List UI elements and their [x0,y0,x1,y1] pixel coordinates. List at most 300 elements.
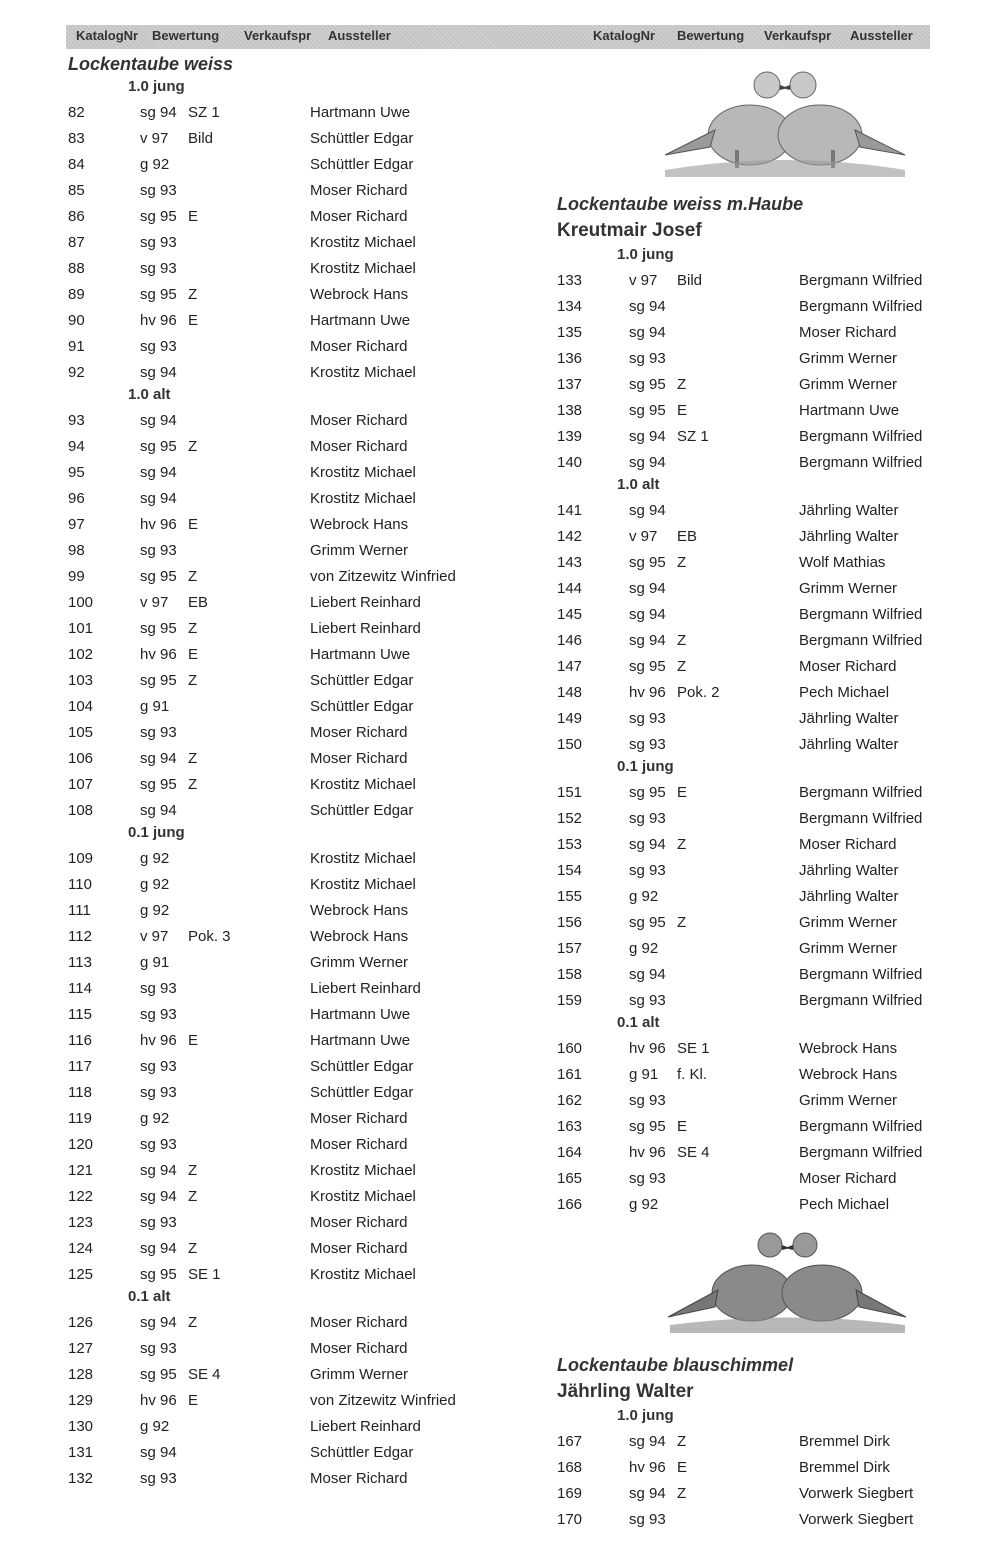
catalog-number: 85 [68,182,85,199]
catalog-number: 119 [68,1110,92,1127]
rating: hv 96 [140,1032,177,1049]
header-aussteller-right: Aussteller [850,28,913,43]
exhibitor-name: Bergmann Wilfried [799,632,923,649]
catalog-row [68,1184,508,1210]
award: E [188,516,199,533]
award: E [677,1118,688,1135]
rating: sg 93 [629,1170,666,1187]
catalog-row [68,1054,508,1080]
catalog-row [557,910,957,936]
exhibitor-name: Bergmann Wilfried [799,606,923,623]
catalog-row [68,1106,508,1132]
award: Z [188,1314,198,1331]
catalog-row [557,424,957,450]
exhibitor-name: Moser Richard [799,324,897,341]
catalog-number: 163 [557,1118,583,1135]
catalog-number: 97 [68,516,85,533]
rating: hv 96 [629,1459,666,1476]
catalog-number: 170 [557,1511,583,1528]
rating: sg 93 [140,234,177,251]
catalog-number: 137 [557,376,583,393]
exhibitor-name: Moser Richard [310,412,408,429]
header-verkaufspr-right: Verkaufspr [764,28,832,43]
exhibitor-name: Moser Richard [310,1240,408,1257]
exhibitor-name: Pech Michael [799,684,890,701]
catalog-number: 121 [68,1162,94,1179]
catalog-row [68,126,508,152]
exhibitor-name: Grimm Werner [799,350,898,367]
exhibitor-name: Webrock Hans [310,516,409,533]
catalog-row [557,498,957,524]
exhibitor-name: Moser Richard [799,836,897,853]
exhibitor-name: Grimm Werner [310,1366,409,1383]
catalog-row [68,256,508,282]
exhibitor-name: Schüttler Edgar [310,802,414,819]
catalog-row [557,1036,957,1062]
rating: sg 94 [140,1162,177,1179]
exhibitor-name: Liebert Reinhard [310,980,421,997]
rating: sg 94 [140,464,177,481]
breeder-name: Kreutmair Josef [557,220,702,241]
catalog-row [68,512,508,538]
catalog-row [68,1028,508,1054]
exhibitor-name: Hartmann Uwe [310,1006,411,1023]
award: Z [188,1188,198,1205]
award: Z [677,658,687,675]
pigeon-right-icon [778,72,905,168]
catalog-number: 166 [557,1196,583,1213]
catalog-row [557,806,957,832]
catalog-row [68,924,508,950]
exhibitor-name: Schüttler Edgar [310,1084,414,1101]
catalog-number: 120 [68,1136,94,1153]
award: Bild [677,272,703,289]
exhibitor-name: Bergmann Wilfried [799,784,923,801]
rating: sg 94 [629,836,666,853]
award: Z [188,750,198,767]
award: Z [677,554,687,571]
rating: sg 95 [140,1366,177,1383]
catalog-row [68,720,508,746]
catalog-number: 86 [68,208,85,225]
catalog-row [68,772,508,798]
exhibitor-name: Jährling Walter [799,862,899,879]
catalog-number: 91 [68,338,85,355]
award: Z [677,836,687,853]
catalog-number: 154 [557,862,583,879]
award: SE 4 [677,1144,710,1161]
rating: g 92 [140,156,170,173]
rating: sg 94 [140,412,177,429]
catalog-row [68,1236,508,1262]
right-catalog-block-2 [557,1355,957,1533]
catalog-row [557,732,957,758]
exhibitor-name: Moser Richard [310,182,408,199]
exhibitor-name: Bergmann Wilfried [799,992,923,1009]
rating: sg 93 [140,338,177,355]
rating: sg 95 [140,776,177,793]
catalog-row [68,1362,508,1388]
award: E [188,1032,199,1049]
rating: sg 95 [140,208,177,225]
exhibitor-name: Liebert Reinhard [310,594,421,611]
catalog-row [557,1455,957,1481]
catalog-row [68,1158,508,1184]
catalog-number: 99 [68,568,85,585]
section-label: 1.0 alt [128,386,171,403]
catalog-number: 87 [68,234,85,251]
award: E [188,646,199,663]
exhibitor-name: Jährling Walter [799,528,899,545]
catalog-row [557,832,957,858]
catalog-row [557,654,957,680]
right-catalog-block-1 [557,194,957,1218]
catalog-number: 122 [68,1188,94,1205]
exhibitor-name: Bremmel Dirk [799,1459,890,1476]
award: Z [188,776,198,793]
rating: v 97 [629,528,658,545]
catalog-row [68,798,508,824]
exhibitor-name: Grimm Werner [310,954,409,971]
catalog-number: 111 [68,902,91,919]
breed-title: Lockentaube blauschimmel [557,1355,794,1375]
rating: sg 95 [140,672,177,689]
award: Z [188,1240,198,1257]
catalog-row [68,616,508,642]
rating: sg 93 [140,1084,177,1101]
catalog-number: 143 [557,554,583,571]
section-label: 1.0 jung [617,1407,674,1424]
catalog-number: 139 [557,428,583,445]
catalog-number: 128 [68,1366,94,1383]
award: Z [188,1162,198,1179]
rating: sg 94 [140,364,177,381]
catalog-row [68,846,508,872]
exhibitor-name: Krostitz Michael [310,876,416,893]
section-label: 0.1 jung [128,824,185,841]
rating: sg 95 [629,376,666,393]
award: SZ 1 [677,428,709,445]
header-bewertung-right: Bewertung [677,28,745,43]
section-label: 0.1 alt [128,1288,171,1305]
exhibitor-name: Schüttler Edgar [310,672,414,689]
catalog-number: 90 [68,312,85,329]
rating: sg 93 [140,1470,177,1487]
award: Z [677,1485,687,1502]
catalog-row [557,706,957,732]
exhibitor-name: Hartmann Uwe [310,646,411,663]
catalog-row [557,372,957,398]
exhibitor-name: Vorwerk Siegbert [799,1485,914,1502]
catalog-number: 88 [68,260,85,277]
exhibitor-name: von Zitzewitz Winfried [310,1392,456,1409]
exhibitor-name: Webrock Hans [310,902,409,919]
catalog-number: 157 [557,940,583,957]
exhibitor-name: Grimm Werner [310,542,409,559]
exhibitor-name: Krostitz Michael [310,234,416,251]
exhibitor-name: Moser Richard [310,438,408,455]
catalog-row [557,680,957,706]
rating: sg 94 [140,104,177,121]
catalog-row [557,1507,957,1533]
rating: sg 93 [629,992,666,1009]
catalog-row [68,1310,508,1336]
rating: sg 93 [140,1006,177,1023]
catalog-number: 117 [68,1058,92,1075]
exhibitor-name: Schüttler Edgar [310,156,414,173]
catalog-row [68,1414,508,1440]
rating: g 91 [140,954,170,971]
rating: sg 93 [629,1092,666,1109]
rating: sg 94 [629,1433,666,1450]
award: E [188,208,199,225]
award: SE 4 [188,1366,221,1383]
catalog-row [557,602,957,628]
catalog-number: 93 [68,412,85,429]
pigeon-left-icon [668,1233,792,1321]
catalog-number: 161 [557,1066,583,1083]
catalog-row [557,1062,957,1088]
catalog-row [68,1002,508,1028]
catalog-row [557,576,957,602]
catalog-number: 135 [557,324,583,341]
catalog-number: 147 [557,658,583,675]
exhibitor-name: Bergmann Wilfried [799,298,923,315]
award: Pok. 3 [188,928,231,945]
catalog-number: 153 [557,836,583,853]
catalog-number: 94 [68,438,85,455]
award: EB [188,594,209,611]
catalog-number: 158 [557,966,583,983]
breeder-name: Jährling Walter [557,1381,694,1402]
exhibitor-name: Wolf Mathias [799,554,886,571]
award: Z [677,632,687,649]
catalog-number: 109 [68,850,94,867]
rating: sg 95 [140,620,177,637]
rating: g 91 [629,1066,659,1083]
rating: sg 93 [140,724,177,741]
catalog-number: 112 [68,928,92,945]
catalog-row [68,334,508,360]
catalog-number: 152 [557,810,583,827]
catalog-row [68,204,508,230]
catalog-number: 133 [557,272,583,289]
catalog-row [557,1088,957,1114]
rating: v 97 [140,928,169,945]
catalog-number: 82 [68,104,85,121]
exhibitor-name: Krostitz Michael [310,1266,416,1283]
exhibitor-name: Bergmann Wilfried [799,1144,923,1161]
catalog-number: 96 [68,490,85,507]
exhibitor-name: Hartmann Uwe [799,402,900,419]
catalog-row [557,346,957,372]
catalog-number: 156 [557,914,583,931]
rating: sg 94 [140,490,177,507]
rating: g 92 [629,1196,659,1213]
catalog-number: 103 [68,672,94,689]
rating: sg 93 [629,810,666,827]
section-label: 0.1 jung [617,758,674,775]
award: E [677,402,688,419]
exhibitor-name: Moser Richard [310,1470,408,1487]
exhibitor-name: Hartmann Uwe [310,104,411,121]
exhibitor-name: von Zitzewitz Winfried [310,568,456,585]
exhibitor-name: Webrock Hans [799,1040,898,1057]
rating: sg 94 [629,966,666,983]
award: Z [188,286,198,303]
catalog-row [68,976,508,1002]
catalog-row [557,936,957,962]
exhibitor-name: Vorwerk Siegbert [799,1511,914,1528]
exhibitor-name: Moser Richard [310,338,408,355]
catalog-row [68,100,508,126]
exhibitor-name: Jährling Walter [799,710,899,727]
exhibitor-name: Bergmann Wilfried [799,272,923,289]
catalog-number: 160 [557,1040,583,1057]
catalog-number: 100 [68,594,94,611]
rating: sg 94 [629,606,666,623]
rating: hv 96 [140,1392,177,1409]
catalog-number: 113 [68,954,92,971]
catalog-row [68,1388,508,1414]
catalog-row [557,320,957,346]
exhibitor-name: Krostitz Michael [310,464,416,481]
catalog-number: 140 [557,454,583,471]
catalog-row [68,590,508,616]
rating: g 92 [140,850,170,867]
rating: sg 94 [629,298,666,315]
catalog-number: 107 [68,776,94,793]
rating: g 92 [140,1110,170,1127]
catalog-number: 115 [68,1006,92,1023]
catalog-number: 144 [557,580,583,597]
catalog-number: 169 [557,1485,583,1502]
rating: hv 96 [629,684,666,701]
catalog-number: 95 [68,464,85,481]
header-bewertung: Bewertung [152,28,220,43]
rating: hv 96 [629,1040,666,1057]
catalog-row [68,872,508,898]
section-label: 1.0 jung [128,78,185,95]
section-label: 1.0 jung [617,246,674,263]
exhibitor-name: Krostitz Michael [310,1188,416,1205]
catalog-row [68,230,508,256]
catalog-number: 84 [68,156,85,173]
rating: sg 95 [629,914,666,931]
exhibitor-name: Moser Richard [310,1110,408,1127]
rating: sg 94 [140,750,177,767]
rating: v 97 [629,272,658,289]
catalog-number: 159 [557,992,583,1009]
catalog-number: 146 [557,632,583,649]
rating: g 91 [140,698,170,715]
rating: hv 96 [140,646,177,663]
catalog-number: 131 [68,1444,94,1461]
catalog-number: 118 [68,1084,92,1101]
catalog-number: 155 [557,888,583,905]
catalog-number: 134 [557,298,583,315]
rating: sg 95 [140,438,177,455]
catalog-row [68,308,508,334]
catalog-number: 165 [557,1170,583,1187]
exhibitor-name: Moser Richard [310,1214,408,1231]
exhibitor-name: Grimm Werner [799,914,898,931]
exhibitor-name: Grimm Werner [799,1092,898,1109]
rating: sg 95 [629,658,666,675]
exhibitor-name: Webrock Hans [310,928,409,945]
catalog-row [68,1132,508,1158]
section-label: 1.0 alt [617,476,660,493]
rating: g 92 [629,940,659,957]
exhibitor-name: Moser Richard [799,658,897,675]
exhibitor-name: Bergmann Wilfried [799,1118,923,1135]
catalog-number: 141 [557,502,583,519]
exhibitor-name: Moser Richard [310,724,408,741]
catalog-row [68,746,508,772]
exhibitor-name: Jährling Walter [799,888,899,905]
catalog-number: 162 [557,1092,583,1109]
header-verkaufspr: Verkaufspr [244,28,312,43]
exhibitor-name: Liebert Reinhard [310,1418,421,1435]
exhibitor-name: Bergmann Wilfried [799,966,923,983]
rating: sg 93 [140,542,177,559]
award: E [188,1392,199,1409]
catalog-row [68,898,508,924]
exhibitor-name: Schüttler Edgar [310,1058,414,1075]
rating: sg 93 [140,182,177,199]
award: SE 1 [677,1040,710,1057]
exhibitor-name: Krostitz Michael [310,490,416,507]
catalog-number: 101 [68,620,94,637]
catalog-row [68,408,508,434]
catalog-row [557,780,957,806]
column-header-bar [66,25,930,49]
exhibitor-name: Grimm Werner [799,940,898,957]
header-katalognr: KatalogNr [76,28,139,43]
exhibitor-name: Moser Richard [310,1340,408,1357]
catalog-number: 106 [68,750,94,767]
catalog-row [68,538,508,564]
pigeon-pair-image-2 [660,1225,915,1335]
catalog-row [68,1210,508,1236]
catalog-row [68,564,508,590]
exhibitor-name: Krostitz Michael [310,364,416,381]
award: Z [188,568,198,585]
catalog-row [68,642,508,668]
award: E [677,784,688,801]
catalog-number: 145 [557,606,583,623]
exhibitor-name: Bergmann Wilfried [799,810,923,827]
exhibitor-name: Moser Richard [310,750,408,767]
catalog-row [68,950,508,976]
award: SZ 1 [188,104,220,121]
catalog-number: 132 [68,1470,94,1487]
catalog-number: 92 [68,364,85,381]
catalog-number: 129 [68,1392,94,1409]
catalog-row [557,1192,957,1218]
rating: sg 93 [140,260,177,277]
rating: sg 93 [629,350,666,367]
rating: v 97 [140,594,169,611]
catalog-row [557,294,957,320]
rating: g 92 [140,1418,170,1435]
catalog-row [557,1429,957,1455]
rating: sg 94 [629,632,666,649]
rating: hv 96 [140,312,177,329]
catalog-number: 127 [68,1340,94,1357]
exhibitor-name: Hartmann Uwe [310,312,411,329]
rating: sg 93 [140,980,177,997]
